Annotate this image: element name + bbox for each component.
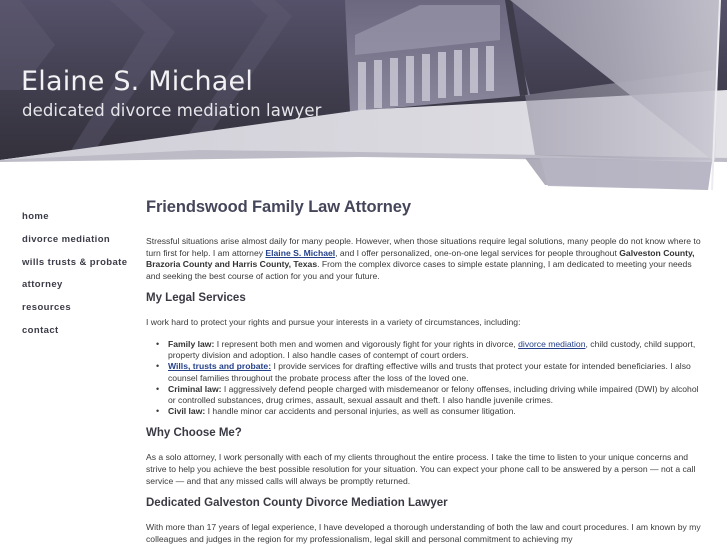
- why-paragraph: As a solo attorney, I work personally with each of my clients throughout the entire process. I take the time to listen to your unique concerns and strive to help you achieve the best possible resolution for your situation. You can expect your phone call to be answered by a person — not a call service — and that any missed calls will always be promptly returned.: [146, 452, 696, 486]
- nav-item-contact: [22, 320, 142, 343]
- nav-link-contact[interactable]: contact: [22, 324, 59, 336]
- sidebar-nav: [22, 206, 142, 343]
- nav-item-attorney: [22, 274, 142, 297]
- service-text: I represent both men and women and vigorously fight for your rights in divorce,: [214, 338, 519, 349]
- wills-trusts-probate-link[interactable]: Wills, trusts and probate:: [168, 361, 272, 372]
- site-tagline: dedicated divorce mediation lawyer: [22, 101, 322, 120]
- service-counties: Galveston County, Brazoria County and Harris County, Texas: [146, 247, 695, 270]
- site-title: Elaine S. Michael: [21, 66, 254, 97]
- divorce-mediation-link[interactable]: divorce mediation: [518, 338, 586, 349]
- service-text: I provide services for drafting effective wills and trusts that protect your estate for intended beneficiaries. I also counsel families throughout the probate process after the loss of the loved one.: [168, 361, 691, 383]
- nav-item-home: [22, 206, 142, 229]
- why-heading: Why Choose Me?: [146, 427, 242, 440]
- service-item-wills-trusts: [156, 361, 706, 383]
- service-item-family-law: [156, 339, 706, 361]
- main-content: [146, 198, 706, 545]
- header-banner: [0, 0, 727, 190]
- service-label: Criminal law:: [168, 383, 222, 394]
- service-item-civil-law: [156, 406, 706, 417]
- nav-link-attorney[interactable]: attorney: [22, 279, 63, 291]
- services-heading: My Legal Services: [146, 292, 246, 305]
- services-list: [156, 339, 706, 417]
- intro-text-3: . From the complex divorce cases to simple estate planning, I am dedicated to meeting your needs and seeking the best course of action for you and your future.: [146, 259, 692, 281]
- nav-item-wills-trusts-probate: [22, 252, 142, 275]
- service-label: Family law:: [168, 338, 215, 349]
- intro-paragraph: [146, 236, 706, 282]
- nav-link-wills-trusts-probate[interactable]: wills trusts & probate: [22, 256, 128, 268]
- intro-text-2: , and I offer personalized, one-on-one legal services for people throughout: [335, 247, 620, 258]
- service-text: I handle minor car accidents and personal injuries, as well as consumer litigation.: [205, 406, 516, 417]
- service-item-criminal-law: [156, 384, 706, 406]
- intro-text-1: Stressful situations arise almost daily for many people. However, when those situations require legal solutions, many people do not know where to turn first for help. I am attorney: [146, 236, 701, 258]
- attorney-name-link[interactable]: Elaine S. Michael: [265, 247, 336, 258]
- dedicated-heading: Dedicated Galveston County Divorce Mediation Lawyer: [146, 497, 448, 510]
- service-text: , child custody, child support, property division and adoption. I also handle cases of contempt of court orders.: [168, 338, 696, 361]
- nav-link-home[interactable]: home: [22, 211, 49, 222]
- dedicated-paragraph: With more than 17 years of legal experience, I have developed a thorough understanding of both the law and court procedures. I am known by my colleagues and judges in the region for my professionalism, legal skill and personal commitment to achieving my: [146, 522, 701, 544]
- service-label: Civil law:: [168, 406, 206, 417]
- page-title: Friendswood Family Law Attorney: [146, 198, 411, 216]
- service-text: I aggressively defend people charged with misdemeanor or felony offenses, including driving while impaired (DWI) by alcohol or controlled substances, drug crimes, assault, sexual assault and theft. I also handle juvenile crimes.: [168, 383, 699, 405]
- nav-link-resources[interactable]: resources: [22, 302, 72, 314]
- nav-item-resources: [22, 297, 142, 320]
- services-intro: I work hard to protect your rights and pursue your interests in a variety of circumstances, including:: [146, 317, 521, 328]
- nav-item-divorce-mediation: [22, 229, 142, 252]
- nav-link-divorce-mediation[interactable]: divorce mediation: [22, 233, 111, 245]
